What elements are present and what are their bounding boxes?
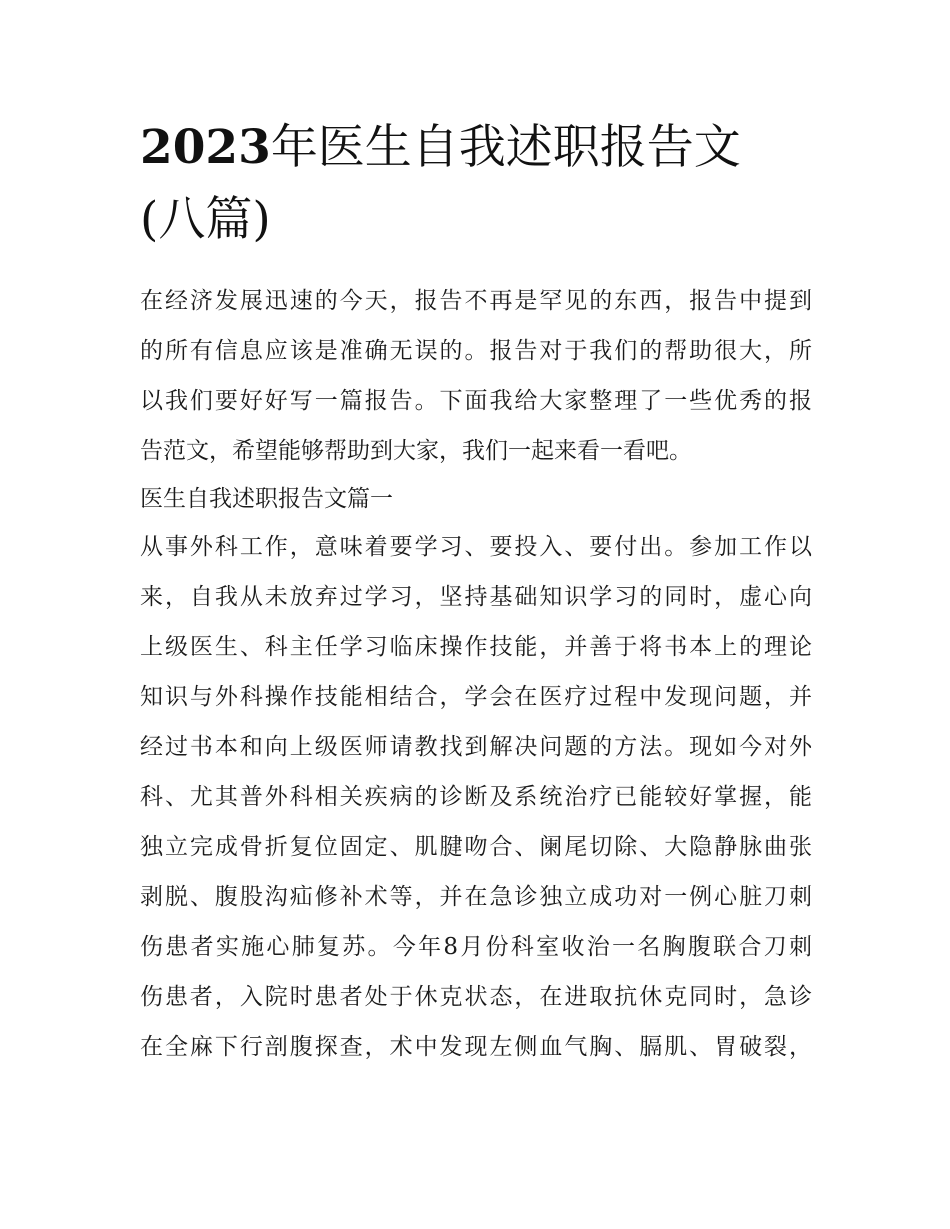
intro-line: 告范文，希望能够帮助到大家，我们一起来看一看吧。 xyxy=(140,438,692,464)
section-line: 伤患者实施心肺复苏。今年8月份科室收治一名胸腹联合刀刺 xyxy=(140,934,812,960)
section-line: 从事外科工作，意味着要学习、要投入、要付出。参加工作以 xyxy=(140,534,812,560)
section-line: 科、尤其普外科相关疾病的诊断及系统治疗已能较好掌握，能 xyxy=(140,784,812,810)
section-line: 独立完成骨折复位固定、肌腱吻合、阑尾切除、大隐静脉曲张 xyxy=(140,834,812,860)
intro-line: 以我们要好好写一篇报告。下面我给大家整理了一些优秀的报 xyxy=(140,388,812,414)
intro-line: 在经济发展迅速的今天，报告不再是罕见的东西，报告中提到 xyxy=(140,288,812,314)
section-line: 剥脱、腹股沟疝修补术等，并在急诊独立成功对一例心脏刀刺 xyxy=(140,884,812,910)
title-subtitle: (八篇) xyxy=(140,192,271,247)
document-body xyxy=(140,276,812,1072)
section-heading: 医生自我述职报告文篇一 xyxy=(140,486,393,512)
title-text: 年医生自我述职报告文 xyxy=(270,120,741,175)
section-line: 来，自我从未放弃过学习，坚持基础知识学习的同时，虚心向 xyxy=(140,584,812,610)
document-title xyxy=(140,112,820,256)
intro-paragraph xyxy=(140,276,812,476)
section-line: 经过书本和向上级医师请教找到解决问题的方法。现如今对外 xyxy=(140,734,812,760)
section-paragraph xyxy=(140,522,812,1072)
section-line: 上级医生、科主任学习临床操作技能，并善于将书本上的理论 xyxy=(140,634,812,660)
intro-line: 的所有信息应该是准确无误的。报告对于我们的帮助很大，所 xyxy=(140,338,812,364)
section-line: 伤患者，入院时患者处于休克状态，在进取抗休克同时，急诊 xyxy=(140,984,812,1010)
section-line: 在全麻下行剖腹探查，术中发现左侧血气胸、膈肌、胃破裂， xyxy=(140,1034,812,1060)
section-line: 知识与外科操作技能相结合，学会在医疗过程中发现问题，并 xyxy=(140,684,812,710)
title-year: 2023 xyxy=(140,120,271,175)
